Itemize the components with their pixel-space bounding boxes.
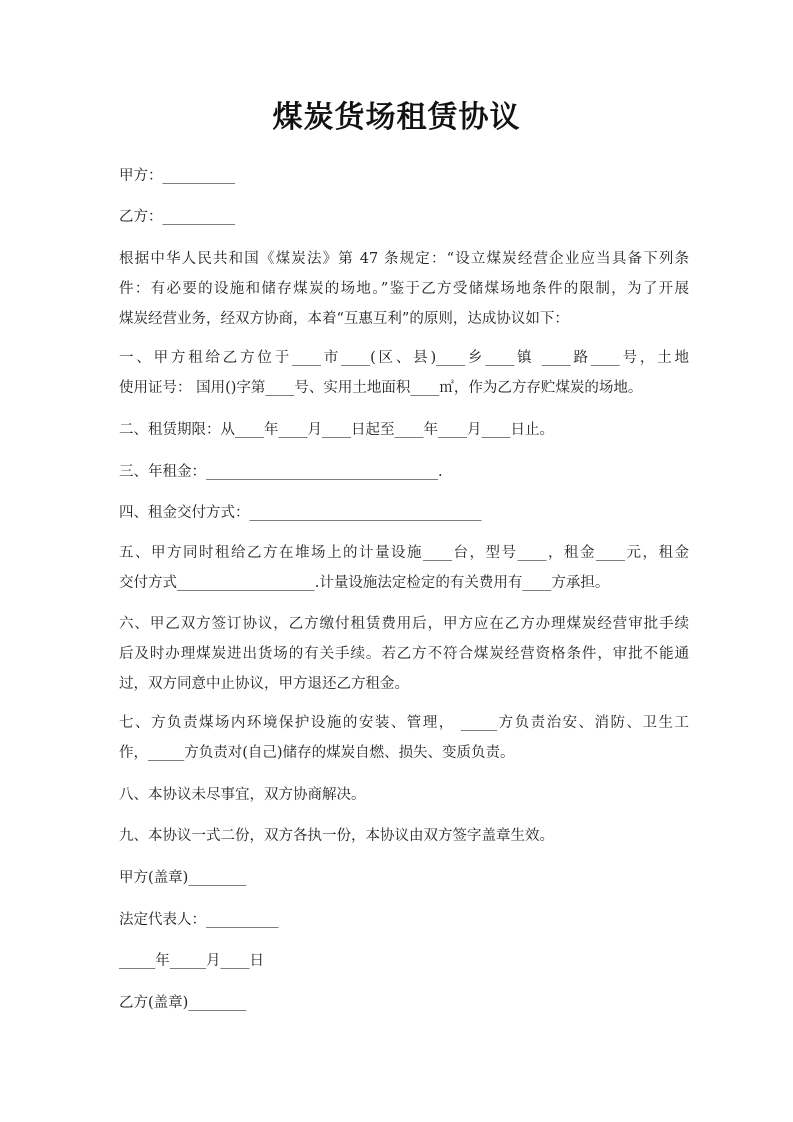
party-a-seal-line: 甲方(盖章)________ [119, 870, 247, 886]
party-b-seal-line: 乙方(盖章)________ [119, 995, 247, 1011]
clause-1-line-2: 使用证号： 国用()字第____号、实用土地面积____㎡，作为乙方存贮煤炭的场地。 [119, 380, 643, 396]
clause-7-line-1: 七、方负责煤场内环境保护设施的安装、管理， _____方负责治安、消防、卫生工 [119, 715, 689, 731]
preamble-line-1: 根据中华人民共和国《煤炭法》第 47 条规定：“设立煤炭经营企业应当具备下列条 [119, 251, 689, 267]
clause-6-line-2: 后及时办理煤炭进出货场的有关手续。若乙方不符合煤炭经营资格条件，审批不能通 [119, 646, 689, 662]
clause-5-line-2: 交付方式___________________.计量设施法定检定的有关费用有____方承担。 [119, 575, 610, 591]
legal-rep-line: 法定代表人：__________ [119, 912, 279, 928]
clause-4-line: 四、租金交付方式：________________________________ [119, 505, 482, 521]
date-line: _____年_____月____日 [119, 953, 264, 969]
preamble-line-3: 煤炭经营业务，经双方协商，本着“互惠互利”的原则，达成协议如下： [119, 311, 569, 327]
clause-8-line: 八、本协议未尽事宜，双方协商解决。 [119, 787, 366, 803]
party-b-line: 乙方：__________ [119, 209, 235, 225]
clause-6-line-1: 六、甲乙双方签订协议，乙方缴付租赁费用后，甲方应在乙方办理煤炭经营审批手续 [119, 616, 689, 632]
document-title: 煤炭货场租赁协议 [272, 100, 521, 135]
party-a-line: 甲方：__________ [119, 168, 235, 184]
clause-1-line-1: 一、甲方租给乙方位于____市____(区、县)____乡____镇 ____路____号，土地 [119, 350, 689, 366]
clause-3-line: 三、年租金：________________________________. [119, 464, 443, 480]
clause-5-line-1: 五、甲方同时租给乙方在堆场上的计量设施____台，型号____，租金____元，租金 [119, 545, 689, 561]
clause-7-line-2: 作，_____方负责对(自己)储存的煤炭自燃、损失、变质负责。 [119, 745, 515, 761]
clause-9-line: 九、本协议一式二份，双方各执一份，本协议由双方签字盖章生效。 [119, 828, 554, 844]
preamble-line-2: 件：有必要的设施和储存煤炭的场地。”鉴于乙方受储煤场地条件的限制，为了开展 [119, 281, 689, 297]
clause-2-line: 二、租赁期限：从____年____月____日起至____年____月____日止。 [119, 422, 554, 438]
clause-6-line-3: 过，双方同意中止协议，甲方退还乙方租金。 [119, 676, 409, 692]
